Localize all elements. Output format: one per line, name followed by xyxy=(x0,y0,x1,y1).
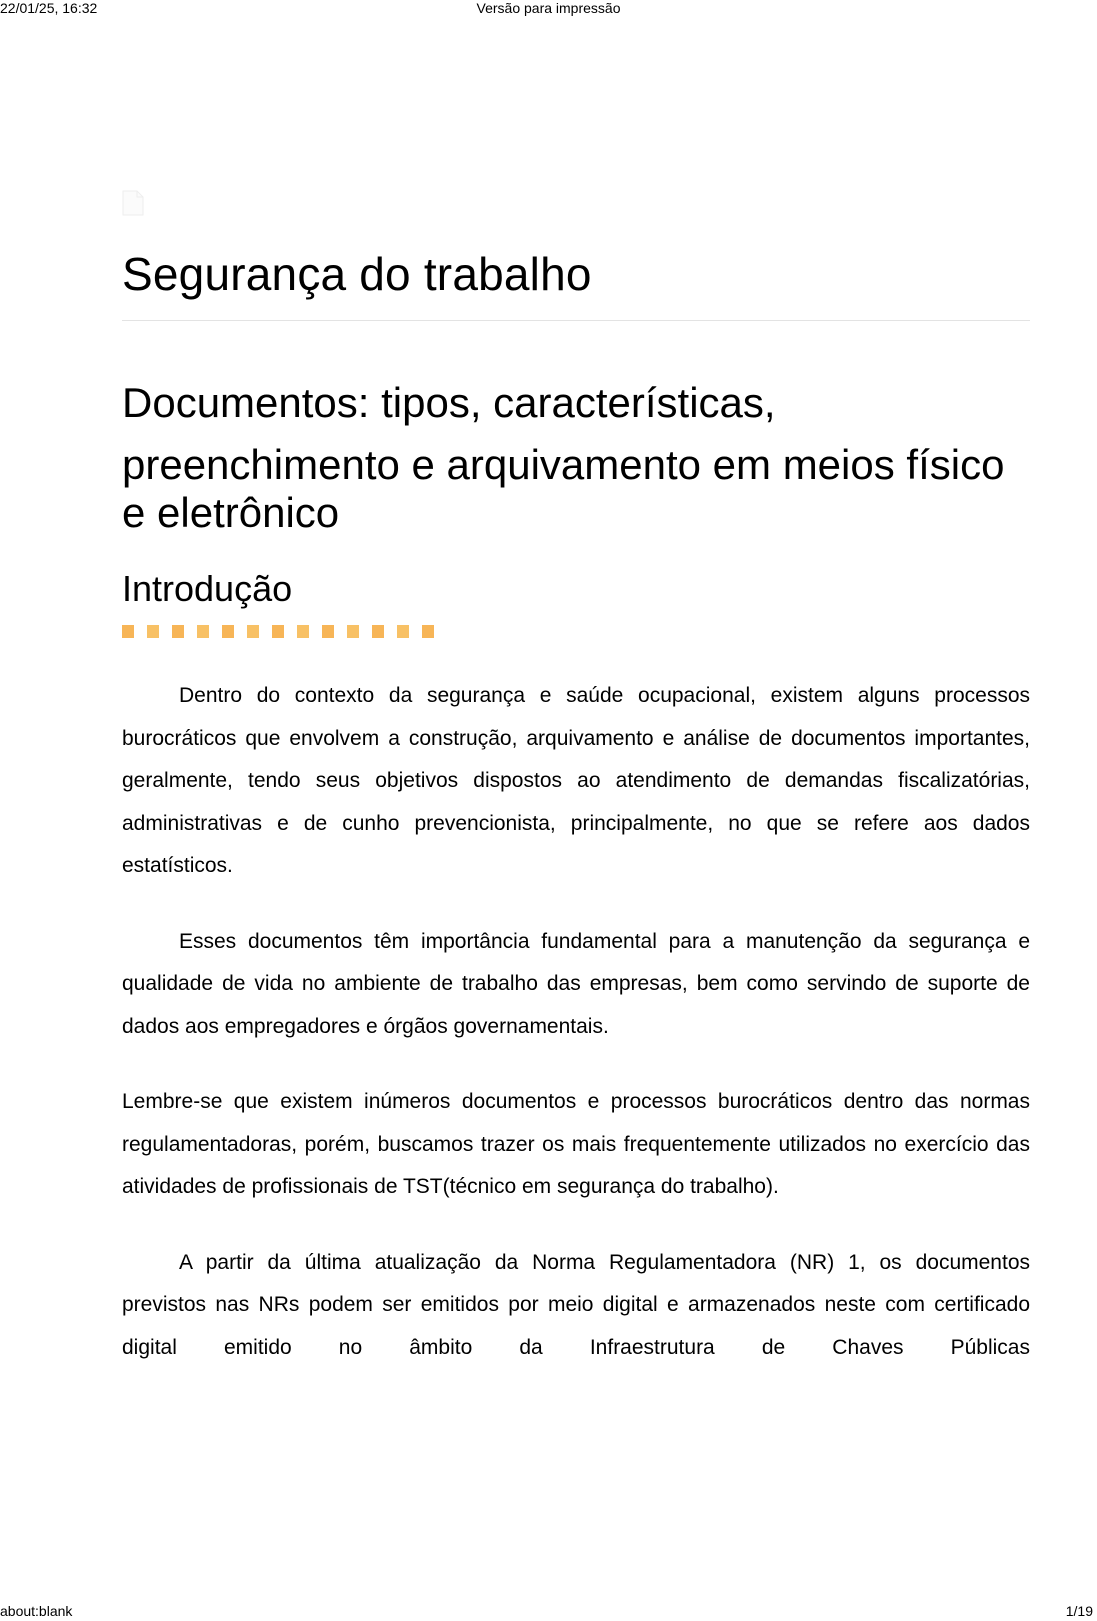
dot xyxy=(297,625,309,638)
paragraph: A partir da última atualização da Norma Regulamentadora (NR) 1, os documentos previstos nas NRs podem ser emitidos por meio digital e armazenados neste com certificado digital emitido no âmbito da Infraestrutura de Chaves Públicas xyxy=(122,1250,1030,1359)
print-title: Versão para impressão xyxy=(476,0,621,16)
title-divider xyxy=(122,320,1030,321)
document-content xyxy=(122,190,1030,1369)
dot xyxy=(172,625,184,638)
print-footer xyxy=(0,1603,1097,1619)
print-url: about:blank xyxy=(0,1603,73,1619)
body-text xyxy=(122,675,1030,1369)
dot xyxy=(322,625,334,638)
lesson-title-line-2: preenchimento e arquivamento em meios físico e eletrônico xyxy=(122,441,1005,536)
paragraph: Lembre-se que existem inúmeros documentos e processos burocráticos dentro das normas regulamentadoras, porém, buscamos trazer os mais frequentemente utilizados no exercício das atividades de profissionais de TST(técnico em segurança do trabalho). xyxy=(122,1090,1030,1198)
lesson-title xyxy=(122,379,1030,537)
dot xyxy=(122,625,134,638)
course-title: Segurança do trabalho xyxy=(122,248,592,300)
page-number: 1/19 xyxy=(1065,1603,1093,1619)
dot xyxy=(347,625,359,638)
lesson-title-line-1: Documentos: tipos, características, xyxy=(122,379,776,426)
dot xyxy=(272,625,284,638)
dot xyxy=(422,625,434,638)
section-title: Introdução xyxy=(122,568,293,609)
dot xyxy=(222,625,234,638)
dot xyxy=(147,625,159,638)
dot xyxy=(397,625,409,638)
print-datetime: 22/01/25, 16:32 xyxy=(0,0,98,16)
broken-image-icon xyxy=(122,190,144,216)
paragraph: Dentro do contexto da segurança e saúde ocupacional, existem alguns processos burocráticos que envolvem a construção, arquivamento e análise de documentos importantes, geralmente, tendo seus objetivos dispostos ao atendimento de demandas fiscalizatórias, administrativas e de cunho prevencionista, principalmente, no que se refere aos dados estatísticos. xyxy=(122,684,1030,877)
paragraph: Esses documentos têm importância fundamental para a manutenção da segurança e qualidade de vida no ambiente de trabalho das empresas, bem como servindo de suporte de dados aos empregadores e órgãos governamentais. xyxy=(122,929,1030,1038)
dot xyxy=(372,625,384,638)
dot xyxy=(247,625,259,638)
decorative-dots xyxy=(122,625,1030,639)
print-header xyxy=(0,0,1097,16)
dot xyxy=(197,625,209,638)
